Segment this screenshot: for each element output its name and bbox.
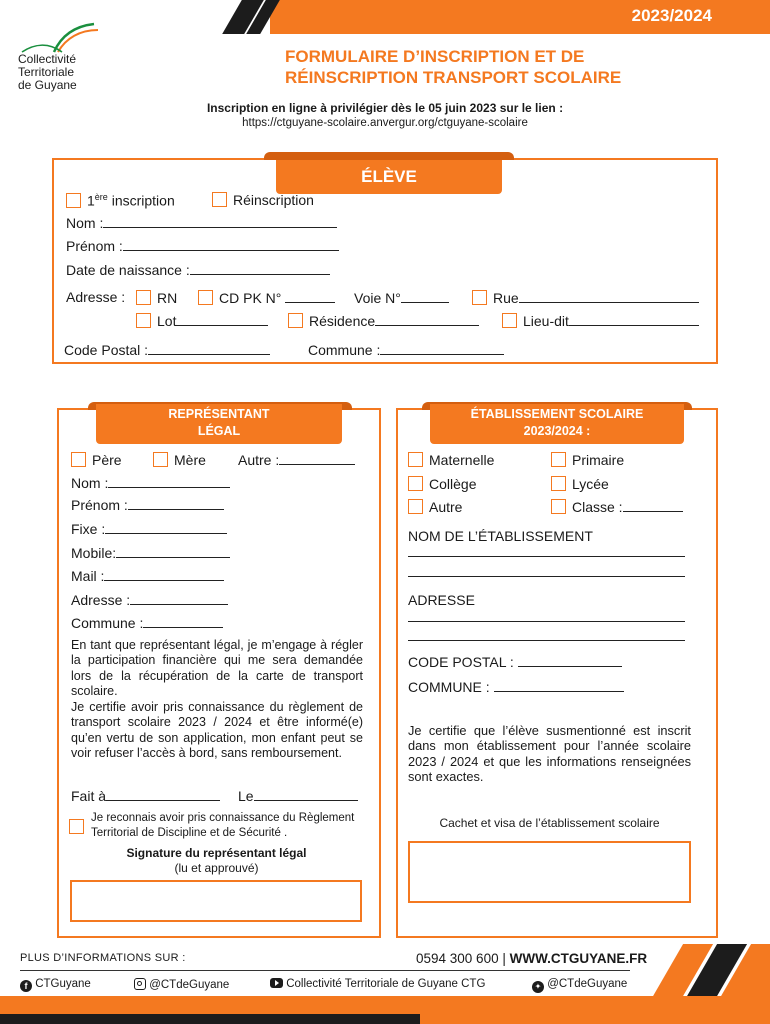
fait-a-line[interactable] [106, 789, 220, 801]
representant-title-line2: LÉGAL [197, 424, 241, 438]
autre-etab-checkbox[interactable] [408, 499, 462, 515]
first-inscription-checkbox[interactable] [66, 192, 175, 209]
checkbox-box[interactable] [551, 452, 566, 467]
rep-certification-text: Je certifie avoir pris connaissance du règlement de transport scolaire 2023 / 2024 et être informé(e) qu’en vertu de son application, mon enfant peut se voir refuser l’accès à bord, sans remboursement. [71, 700, 363, 761]
nom-etablissement-label: NOM DE L’ÉTABLISSEMENT [408, 528, 593, 544]
lieu-dit-checkbox[interactable] [502, 313, 699, 329]
rep-adresse-field[interactable] [71, 592, 228, 608]
instagram-icon [134, 978, 146, 990]
rep-nom-label: Nom : [71, 475, 109, 491]
rep-prenom-field[interactable] [71, 497, 224, 513]
intro-text: Inscription en ligne à privilégier dès le 05 juin 2023 sur le lien : [206, 101, 564, 115]
rep-prenom-line[interactable] [128, 498, 224, 510]
signature-title: Signature du représentant légal [126, 846, 307, 860]
autre-label: Autre : [238, 452, 280, 468]
checkbox-box[interactable] [551, 499, 566, 514]
pere-label: Père [92, 452, 122, 468]
logo [14, 22, 106, 100]
code-postal-etab-field[interactable] [408, 654, 622, 670]
rep-fixe-line[interactable] [105, 522, 227, 534]
checkbox-box[interactable] [502, 313, 517, 328]
footer-bottom-dark [0, 1014, 420, 1024]
rn-checkbox[interactable] [136, 290, 177, 306]
autre-field[interactable] [238, 452, 355, 468]
rep-engagement-text: En tant que représentant légal, je m’engage à régler la participation financière qui me sera demandée lors de la récupération de la carte de transport scolaire. [71, 638, 363, 699]
checkbox-box[interactable] [288, 313, 303, 328]
checkbox-box[interactable] [66, 193, 81, 208]
twitter-icon: ✦ [532, 981, 544, 993]
facebook-icon: f [20, 980, 32, 992]
social-twitter-label: @CTdeGuyane [547, 978, 628, 990]
first-inscription-sup: ère [94, 192, 108, 202]
commune-etab-label: COMMUNE : [408, 679, 490, 695]
rep-mail-label: Mail : [71, 568, 105, 584]
pere-checkbox[interactable] [71, 452, 122, 468]
eleve-nom-label: Nom : [66, 215, 104, 231]
voie-field[interactable] [354, 290, 449, 306]
lieu-dit-line[interactable] [569, 314, 699, 326]
eleve-commune-line[interactable] [380, 343, 504, 355]
primaire-checkbox[interactable] [551, 452, 624, 468]
le-line[interactable] [254, 789, 358, 801]
social-facebook-label: CTGuyane [35, 978, 91, 990]
voie-line[interactable] [401, 291, 449, 303]
checkbox-box[interactable] [71, 452, 86, 467]
college-label: Collège [429, 476, 477, 492]
eleve-commune-field[interactable] [308, 342, 504, 358]
rep-mail-field[interactable] [71, 568, 224, 584]
rep-mobile-field[interactable] [71, 545, 230, 561]
rue-line[interactable] [519, 291, 699, 303]
rep-mail-line[interactable] [104, 569, 224, 581]
page-title-line1: FORMULAIRE D’INSCRIPTION ET DE [285, 47, 585, 66]
rep-commune-label: Commune : [71, 615, 144, 631]
classe-line[interactable] [623, 500, 683, 512]
header-year: 2023/2024 [631, 6, 712, 25]
page-title-line2: RÉINSCRIPTION TRANSPORT SCOLAIRE [285, 68, 622, 87]
rep-fixe-field[interactable] [71, 521, 227, 537]
classe-label: Classe : [572, 499, 623, 515]
adresse-etab-line-2[interactable] [408, 640, 685, 641]
eleve-prenom-field[interactable] [66, 238, 339, 254]
eleve-prenom-line[interactable] [123, 239, 339, 251]
rep-commune-field[interactable] [71, 615, 223, 631]
commune-etab-line[interactable] [494, 680, 624, 692]
checkbox-box[interactable] [408, 499, 423, 514]
residence-line[interactable] [375, 314, 479, 326]
footer-website[interactable]: WWW.CTGUYANE.FR [509, 951, 648, 966]
eleve-code-postal-line[interactable] [148, 343, 270, 355]
rep-fixe-label: Fixe : [71, 521, 106, 537]
residence-label: Résidence [309, 313, 376, 329]
checkbox-box[interactable] [212, 192, 227, 207]
first-inscription-label: inscription [107, 192, 175, 209]
footer-phone[interactable]: 0594 300 600 [416, 951, 499, 966]
rep-nom-line[interactable] [108, 476, 230, 488]
checkbox-box[interactable] [408, 476, 423, 491]
rep-commune-line[interactable] [143, 616, 223, 628]
commune-etab-field[interactable] [408, 679, 624, 695]
eleve-date-naissance-line[interactable] [190, 263, 330, 275]
eleve-date-naissance-field[interactable] [66, 262, 330, 278]
reglement-text-line1: Je reconnais avoir pris connaissance du Règlement [91, 812, 355, 824]
mere-label: Mère [174, 452, 206, 468]
rep-mobile-line[interactable] [116, 546, 230, 558]
reinscription-checkbox[interactable] [212, 192, 314, 208]
logo-text-1: Collectivité [18, 52, 77, 66]
signature-box[interactable] [70, 880, 362, 922]
maternelle-checkbox[interactable] [408, 452, 494, 468]
social-instagram-label: @CTdeGuyane [149, 979, 230, 991]
logo-text-3: de Guyane [18, 78, 77, 92]
eleve-nom-field[interactable] [66, 215, 337, 231]
eleve-date-naissance-label: Date de naissance : [66, 262, 190, 278]
maternelle-label: Maternelle [429, 452, 495, 468]
rep-prenom-label: Prénom : [71, 497, 128, 513]
eleve-code-postal-label: Code Postal : [64, 342, 149, 358]
lycee-label: Lycée [572, 476, 609, 492]
checkbox-box[interactable] [551, 476, 566, 491]
cd-label: CD PK N° [219, 290, 282, 306]
social-facebook[interactable] [20, 978, 91, 992]
rn-label: RN [157, 290, 178, 306]
rep-nom-field[interactable] [71, 475, 230, 491]
cachet-box[interactable] [408, 841, 691, 903]
etablissement-tab [430, 404, 684, 444]
social-youtube[interactable] [270, 978, 485, 990]
lycee-checkbox[interactable] [551, 476, 609, 492]
cd-line[interactable] [285, 291, 335, 303]
rep-mobile-label: Mobile: [71, 545, 117, 561]
etablissement-title-line2: 2023/2024 : [523, 424, 591, 438]
registration-link[interactable]: https://ctguyane-scolaire.anvergur.org/ctguyane-scolaire [242, 117, 528, 129]
code-postal-etab-label: CODE POSTAL : [408, 654, 514, 670]
lot-label: Lot [157, 313, 177, 329]
adresse-etab-label: ADRESSE [408, 592, 475, 608]
reglement-checkbox[interactable] [69, 819, 84, 834]
eleve-prenom-label: Prénom : [66, 238, 123, 254]
rue-checkbox[interactable] [472, 290, 699, 306]
footer-contact [416, 951, 647, 966]
eleve-code-postal-field[interactable] [64, 342, 270, 358]
nom-etablissement-line-1[interactable] [408, 556, 685, 557]
fait-a-field[interactable] [71, 788, 220, 804]
primaire-label: Primaire [572, 452, 625, 468]
reglement-text-line2: Territorial de Discipline et de Sécurité . [91, 827, 288, 839]
classe-field[interactable] [551, 499, 683, 515]
autre-etab-label: Autre [429, 499, 463, 515]
le-field[interactable] [238, 788, 358, 804]
lot-checkbox[interactable] [136, 313, 268, 329]
eleve-commune-label: Commune : [308, 342, 381, 358]
college-checkbox[interactable] [408, 476, 476, 492]
voie-label: Voie N° [354, 290, 401, 306]
autre-line[interactable] [279, 453, 355, 465]
youtube-icon [270, 978, 283, 988]
code-postal-etab-line[interactable] [518, 655, 622, 667]
checkbox-box[interactable] [408, 452, 423, 467]
footer-divider [20, 970, 630, 971]
mere-checkbox[interactable] [153, 452, 206, 468]
lot-line[interactable] [176, 314, 268, 326]
eleve-title: ÉLÈVE [361, 167, 417, 186]
rep-adresse-line[interactable] [130, 593, 228, 605]
signature-subtitle: (lu et approuvé) [174, 861, 259, 875]
residence-checkbox[interactable] [288, 313, 479, 329]
checkbox-box[interactable] [153, 452, 168, 467]
adresse-etab-line-1[interactable] [408, 621, 685, 622]
etablissement-title-line1: ÉTABLISSEMENT SCOLAIRE [470, 407, 644, 421]
eleve-tab-shadow [264, 152, 514, 160]
first-inscription-num: 1 [87, 192, 95, 209]
footer-plus-info: PLUS D’INFORMATIONS SUR : [20, 952, 186, 964]
eleve-adresse-label: Adresse : [66, 289, 126, 305]
checkbox-box[interactable] [136, 313, 151, 328]
eleve-tab [276, 160, 502, 194]
social-youtube-label: Collectivité Territoriale de Guyane CTG [286, 978, 486, 990]
le-label: Le [238, 788, 254, 804]
representant-title-line1: REPRÉSENTANT [168, 407, 270, 421]
logo-text-2: Territoriale [18, 65, 75, 79]
fait-a-label: Fait à [71, 788, 107, 804]
checkbox-box[interactable] [136, 290, 151, 305]
cachet-label: Cachet et visa de l’établissement scolaire [439, 816, 660, 830]
rep-adresse-label: Adresse : [71, 592, 131, 608]
cd-checkbox[interactable] [198, 290, 335, 306]
social-twitter[interactable] [532, 978, 627, 993]
checkbox-box[interactable] [198, 290, 213, 305]
checkbox-box[interactable] [472, 290, 487, 305]
eleve-nom-line[interactable] [103, 216, 337, 228]
lieu-dit-label: Lieu-dit [523, 313, 569, 329]
reinscription-label: Réinscription [233, 192, 314, 208]
etab-certification-text: Je certifie que l’élève susmentionné est inscrit dans mon établissement pour l’année scolaire 2023 / 2024 et que les informations renseignées sont exactes. [408, 723, 691, 785]
footer-separator: | [502, 951, 506, 966]
social-instagram[interactable] [134, 978, 229, 991]
representant-tab [96, 404, 342, 444]
nom-etablissement-line-2[interactable] [408, 576, 685, 577]
rue-label: Rue [493, 290, 519, 306]
